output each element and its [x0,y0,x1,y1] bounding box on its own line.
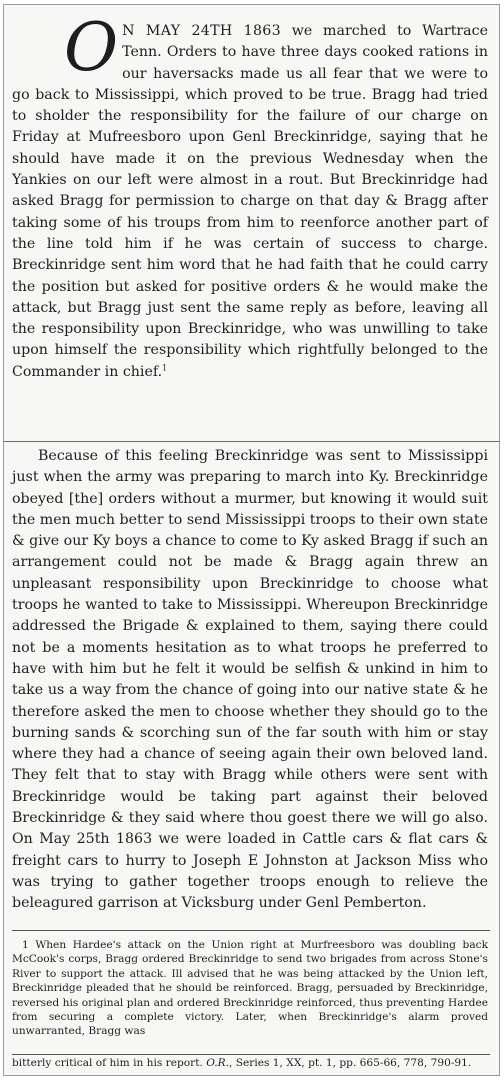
footnote-tail [12,1056,488,1070]
opening-paragraph-text: we marched to Wartrace Tenn. Orders to have three days cooked rations in our haversacks made us all fear that we were to go back to Mississippi, which proved to be true. Bragg had tried to sholder the responsibility for the failure of our charge on Friday at Mufreesboro upon Genl Breckinridge, saying that he should have made it on the previous Wednesday when the Yankies on our left were almost in a rout. But Breckinridge had asked Bragg for permission to charge on that day & Bragg after taking some of his troups from him to reenforce another part of the line told him if he was certain of success to charge. Breckinridge sent him word that he had faith that he could carry the position but asked for positive orders & he would make the attack, but Bragg just sent the same reply as before, leaving all the responsibility upon Breckinridge, who was unwilling to take upon himself the responsibility which rightfully belonged to the Commander in chief. [12,23,488,380]
footnote-number: 1 [22,939,29,951]
second-paragraph: Because of this feeling Breckinridge was sent to Mississippi just when the army was preparing to march into Ky. Breckinridge obeyed [the] orders without a murmer, but knowing it would suit the men much better to send Mississippi troops to their own state & give our Ky boys a chance to come to Ky asked Bragg if such an arrangement could not be made & Bragg again threw an unpleasant responsibility upon Breckinridge to choose what troops he wanted to take to Mississippi. Whereupon Breckinridge addressed the Brigade & explained to them, saying there could not be a moments hesitation as to what troops he preferred to have with him but he felt it would be selfish & unkind in him to take us a way from the chance of going into our native state & he therefore asked the men to choose whether they should go to the burning sands & scorching sun of the far south with him or stay where they had a chance of seeing again their own beloved land. They felt that to stay with Bragg while others were sent with Breckinridge would be taking part against their beloved Breckinridge & they said where thou goest there we will go also. On May 25th 1863 we were loaded in Cattle cars & flat cars & freight cars to hurry to Joseph E Johnston at Jackson Miss who was trying to gather together troops enough to relieve the beleagured garrison at Vicksburg under Genl Pemberton. [12,448,488,912]
footnote-text: When Hardee's attack on the Union right at Murfreesboro was doubling back McCook's corps, Bragg ordered Breckinridge to send two brigades from across Stone's River to support the attack. Ill advised that he was being attacked by the Union left, Breckinridge pleaded that he should be reinforced. Bragg, persuaded by Breckinridge, reversed his original plan and ordered Breckinridge reinforced, thus preventing Hardee from securing a complete victory. Later, when Breckinridge's alarm proved unwarranted, Bragg was [12,939,488,1038]
lead-in: N MAY 24TH 1863 [122,23,281,39]
bottom-clipping [3,442,500,1076]
scanned-page [3,4,500,1076]
footnote-tail-divider [12,1054,490,1055]
footnote-divider [12,930,490,931]
opening-paragraph [12,9,488,383]
footnote-marker: 1 [162,363,168,373]
citation-pages: , Series 1, XX, pt. 1, pp. 665-66, 778, 790-91. [229,1057,472,1069]
footnote [12,938,488,1039]
footnote-tail-text: bitterly critical of him in his report. [12,1057,207,1069]
top-clipping [3,4,500,442]
citation-source: O.R. [206,1057,230,1069]
drop-cap: O [64,9,119,86]
